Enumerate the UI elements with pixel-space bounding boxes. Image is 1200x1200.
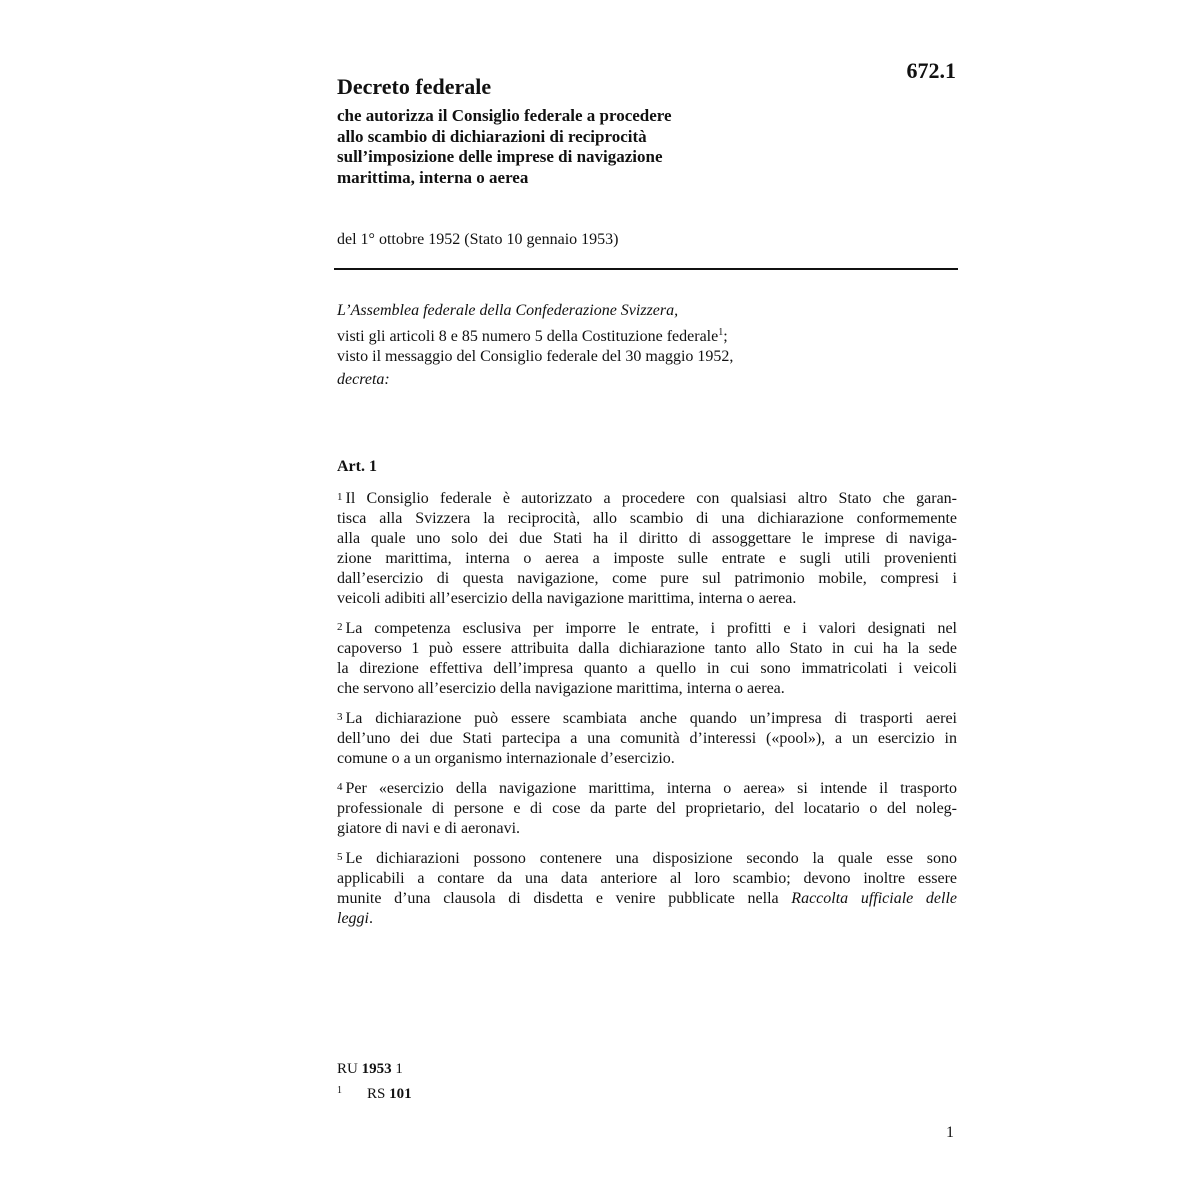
publication-title: leggi (337, 910, 369, 927)
preamble-decreta: decreta: (337, 371, 390, 388)
subtitle-line: allo scambio di dichiarazioni di reciprocità (337, 126, 647, 146)
paragraph-text: Le dichiarazioni possono contenere una disposizione secondo la quale esse sono (345, 850, 957, 867)
footnotes (337, 1059, 412, 1105)
subtitle-line: marittima, interna o aerea (337, 167, 529, 187)
paragraph-line (337, 777, 957, 799)
page-number: 1 (946, 1124, 954, 1141)
paragraph-line (337, 889, 957, 909)
paragraph-line (337, 617, 957, 639)
paragraph-number: 2 (337, 621, 343, 633)
header-divider (334, 268, 958, 270)
paragraph-line (337, 909, 957, 929)
article-paragraph-2 (337, 617, 957, 699)
ru-reference (337, 1059, 412, 1080)
paragraph-line (337, 847, 957, 869)
document-subtitle (337, 106, 672, 188)
paragraph-line: alla quale uno solo dei due Stati ha il diritto di assoggettare le imprese di naviga- (337, 530, 957, 547)
publication-title: Raccolta ufficiale delle (791, 890, 958, 907)
paragraph-line: applicabili a contare da una data anteriore al loro scambio; devono inoltre essere (337, 870, 957, 887)
article-body (337, 487, 957, 937)
paragraph-line: capoverso 1 può essere attribuita dalla dichiarazione tanto allo Stato in cui ha la sede (337, 640, 957, 657)
paragraph-number: 3 (337, 711, 343, 723)
subtitle-line: che autorizza il Consiglio federale a procedere (337, 106, 672, 125)
paragraph-line: professionale di persone e di cose da parte del proprietario, del locatario o del noleg- (337, 800, 957, 817)
footnote-mark: 1 (337, 1085, 342, 1096)
ru-year: 1953 (361, 1061, 392, 1077)
ru-prefix: RU (337, 1061, 362, 1077)
paragraph-line: veicoli adibiti all’esercizio della navigazione marittima, interna o aerea. (337, 590, 797, 607)
paragraph-text: Per «esercizio della navigazione marittima, interna o aerea» si intende il trasporto (345, 780, 957, 797)
article-paragraph-4 (337, 777, 957, 839)
paragraph-line: dall’esercizio di questa navigazione, come pure sul patrimonio mobile, compresi i (337, 570, 957, 587)
paragraph-number: 5 (337, 851, 343, 863)
paragraph-line: tisca alla Svizzera la reciprocità, allo scambio di una dichiarazione conformemente (337, 510, 957, 527)
document-title: Decreto federale (337, 74, 492, 99)
paragraph-text: munite d’una clausola di disdetta e venire pubblicate nella (337, 890, 792, 907)
preamble-visti-text: visti gli articoli 8 e 85 numero 5 della Costituzione federale (337, 328, 719, 345)
footnote-ref[interactable]: 1 (718, 327, 724, 338)
paragraph-text: Il Consiglio federale è autorizzato a procedere con qualsiasi altro Stato che garan- (345, 490, 957, 507)
preamble-visti-end: ; (723, 328, 728, 345)
paragraph-line: zione marittima, interna o aerea a imposte sulle entrate e sugli utili provenienti (337, 550, 957, 567)
paragraph-number: 4 (337, 781, 343, 793)
paragraph-line: la direzione effettiva dell’impresa quanto a quello in cui sono immatricolati i veicoli (337, 660, 957, 677)
paragraph-text: La competenza esclusiva per imporre le entrate, i profitti e i valori designati nel (345, 620, 957, 637)
preamble-visti (337, 327, 957, 347)
paragraph-line: che servono all’esercizio della navigazione marittima, interna o aerea. (337, 680, 785, 697)
preamble (337, 301, 957, 390)
subtitle-line: sull’imposizione delle imprese di navigazione (337, 147, 663, 166)
footnote-prefix: RS (367, 1086, 390, 1102)
paragraph-line: giatore di navi e di aeronavi. (337, 820, 521, 837)
ru-page: 1 (391, 1061, 403, 1077)
footnote-number: 101 (389, 1086, 412, 1102)
preamble-assembly: L’Assemblea federale della Confederazione Svizzera, (337, 302, 679, 319)
article-paragraph-5 (337, 847, 957, 929)
paragraph-text: La dichiarazione può essere scambiata anche quando un’impresa di trasporti aerei (345, 710, 957, 727)
document-date: del 1° ottobre 1952 (Stato 10 gennaio 1953) (337, 231, 619, 248)
sr-number: 672.1 (906, 58, 956, 83)
paragraph-line (337, 487, 957, 509)
paragraph-number: 1 (337, 491, 343, 503)
article-paragraph-3 (337, 707, 957, 769)
paragraph-line: dell’uno dei due Stati partecipa a una comunità d’interessi («pool»), a un esercizio in (337, 730, 957, 747)
article-heading: Art. 1 (337, 458, 377, 475)
paragraph-line: comune o a un organismo internazionale d’esercizio. (337, 750, 675, 767)
article-paragraph-1 (337, 487, 957, 609)
footnote-1 (337, 1080, 412, 1105)
preamble-visto: visto il messaggio del Consiglio federale del 30 maggio 1952, (337, 348, 734, 365)
paragraph-text: . (369, 910, 373, 927)
paragraph-line (337, 707, 957, 729)
